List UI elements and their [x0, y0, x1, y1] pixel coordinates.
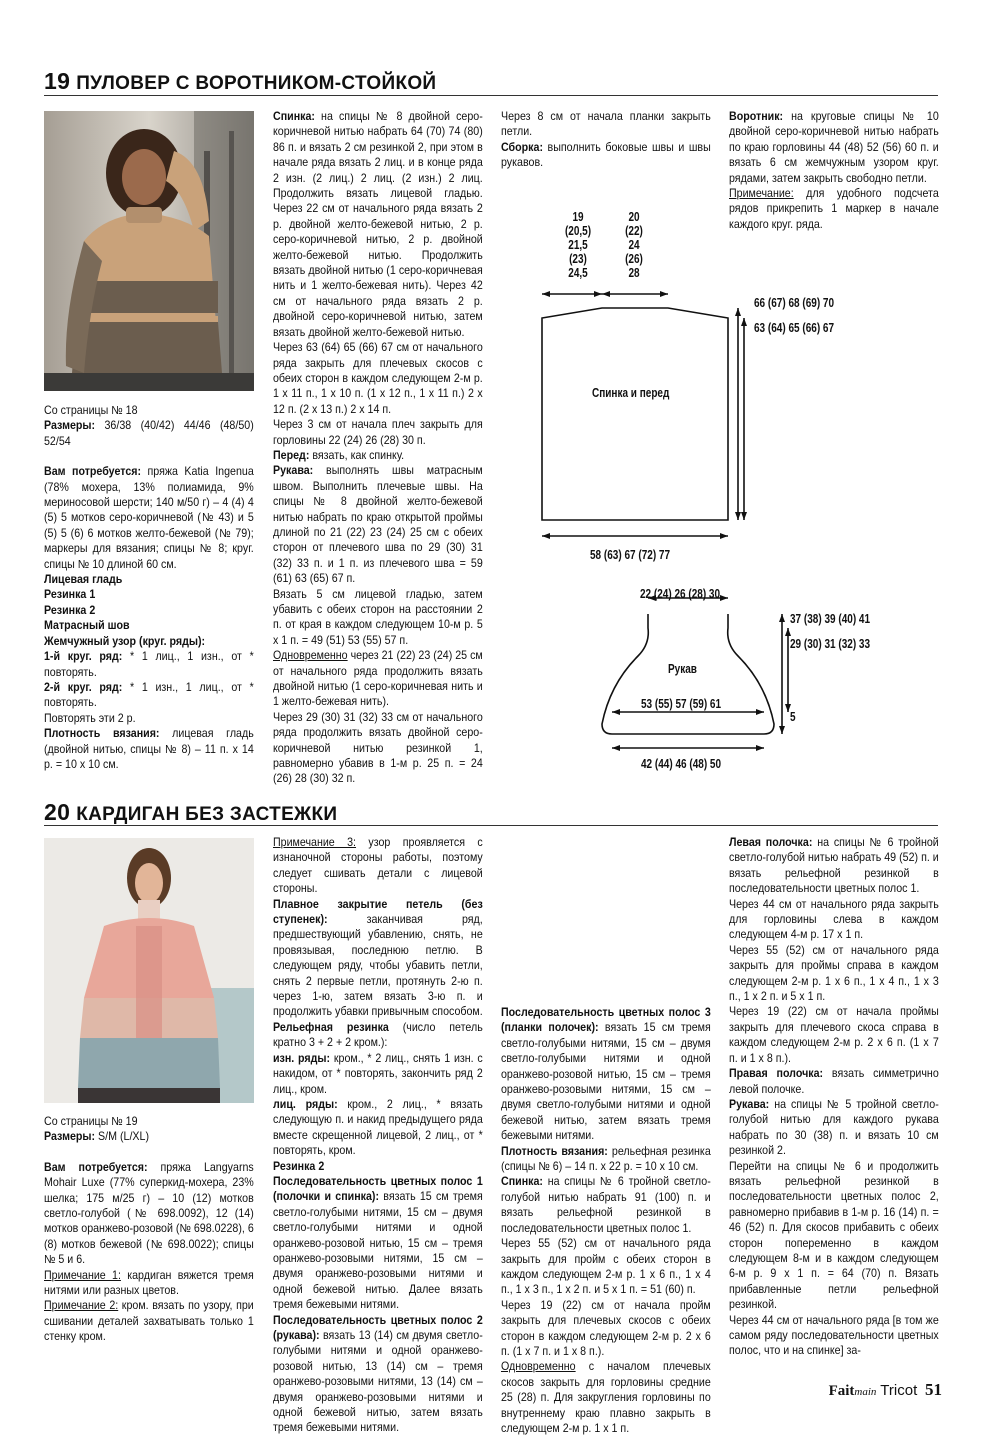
section-19-number: 19: [44, 68, 71, 94]
cardigan-left-front-neck: Через 44 см от начального ряда закрыть для горловины слева в каждом следующем 4-м р. 17 х 1 п.: [729, 897, 939, 942]
section-19-col-2: [273, 109, 483, 787]
pullover-photo: [44, 111, 254, 391]
sleeve-bottom-width: 42 (44) 46 (48) 50: [641, 757, 722, 771]
pattern-rib-1: Резинка 1: [44, 588, 96, 602]
cardigan-smooth-bindoff: Плавное закрытие петель (без ступенек): заканчивая ряд, предшествующий убавлению, снять, не провязывая, последнюю петлю. В следующем ряду, чтобы убавить петли, снять 2 первые петли, протянуть 2-ю п. через 1-ю, затем вязать 3-ю п. и продолжить убавки привычным способом.: [273, 897, 483, 1019]
cardigan-left-front-armhole: Через 55 (52) см от начального ряда закрыть для проймы справа в каждом следующем 2-м р. 1 х 6 п., 1 х 4 п., 1 х 3 п., 1 х 2 п. и 5 х 1 п.: [729, 943, 939, 1004]
page-footer: [829, 1380, 942, 1400]
footer-brand-tail: Tricot: [876, 1382, 918, 1399]
sleeve-label: Рукав: [668, 662, 697, 676]
section-20-col-2: [273, 835, 483, 1436]
cardigan-gauge: Плотность вязания: рельефная резинка (спицы № 6) – 14 п. х 22 р. = 10 х 10 см.: [501, 1144, 711, 1174]
cardigan-photo: [44, 838, 254, 1103]
pattern-seed-stitch: Жемчужный узор (круг. ряды):: [44, 634, 206, 648]
cardigan-note-3: Примечание 3: узор проявляется с изнаночной стороны работы, поэтому следует сшивать детали с лицевой стороны.: [273, 836, 483, 896]
cardigan-sleeves-continue: Через 44 см от начального ряда [в том же самом ряду последовательности цветных полос, что и на спинке] за-: [729, 1313, 939, 1358]
footer-brand-small: main: [854, 1386, 877, 1398]
pullover-shoulders: Через 63 (64) 65 (66) 67 см от начального ряда закрыть для плечевых скосов с обеих сторон в каждом следующем 2-м р. 1 х 11 п., 1 х 10 п. (1 х 12 п., 1 х 11 п.) 2 х 12 п. (2 х 13 п.) 2 х 14 п.: [273, 341, 483, 416]
sleeve-cuff-height: 5: [790, 710, 796, 724]
cardigan-source: Со страницы № 19: [44, 1115, 138, 1128]
cardigan-knit-rows: лиц. ряды: кром., 2 лиц., * вязать следующую п. и накид предыдущего ряда вместе скрещенной лицевой, 2 лиц., от * повторять, кром.: [273, 1097, 483, 1158]
pattern-mattress-seam: Матрасный шов: [44, 619, 130, 633]
cardigan-note-1: Примечание 1: кардиган вяжется тремя нитями или разных цветов.: [44, 1268, 254, 1298]
cardigan-rib-2: Резинка 2: [273, 1159, 325, 1173]
section-20-col-4: [729, 835, 939, 1359]
section-19-heading: [44, 68, 436, 95]
cardigan-sizes: Размеры: S/M (L/XL): [44, 1130, 150, 1144]
cardigan-sleeves: Рукава: на спицы № 5 тройной светло-голубой нитью для каждого рукава набрать по 30 (38) п. и вязать 10 см резинкой 2.: [729, 1097, 939, 1158]
section-19-col-3-top: [501, 109, 711, 171]
section-20-number: 20: [44, 799, 71, 825]
pattern-stockinette: Лицевая гладь: [44, 573, 123, 587]
cardigan-back: Спинка: на спицы № 6 тройной светло-голубой нитью набрать 91 (100) п. и вязать рельефной резинкой в последовательности цветных полос 1.: [501, 1175, 711, 1235]
section-19-title: ПУЛОВЕР С ВОРОТНИКОМ-СТОЙКОЙ: [76, 73, 437, 94]
section-20-col-3: [501, 1005, 711, 1436]
cardigan-left-front-shoulder: Через 19 (22) см от начала проймы закрыть для плечевого скоса справа в каждом следующем 2-м р. 2 х 6 п. (1 х 7 п. и 1 х 8 п.).: [729, 1005, 939, 1065]
pullover-back: Спинка: на спицы № 8 двойной серо-коричневой нитью набрать 64 (70) 74 (80) 86 п. и вязать 2 см резинкой 2, при этом в начале ряда вязать 2 лиц. и в конце ряда 2 изн. (2 лиц.) 2 лиц. (2 изн.) 2 лиц. Продолжить вязать лицевой гладью. Через 22 см от начального ряда вязать 2 р. двойной желто-бежевой нитью, 2 р. серо-коричневой нитью, 2 р. двойной желто-бежевой нитью. Продолжить вязать двойной нитью (1 серо-коричневая нить и 1 желто-бежевая нить). Через 42 см от начального ряда вязать 2 р. двойной серо-коричневой нитью, затем вязать двойной желто-бежевой нитью.: [273, 110, 483, 339]
pullover-sleeves-bindoff: Через 8 см от начала планки закрыть петли.: [501, 110, 711, 139]
pullover-sizes: Размеры: 36/38 (40/42) 44/46 (48/50) 52/54: [44, 419, 254, 448]
sleeve-mid-width: 53 (55) 57 (59) 61: [641, 697, 722, 711]
pullover-sleeves-cuff: Через 29 (30) 31 (32) 33 см от начального ряда продолжить вязать двойной серо-коричневой нитью резинкой 1, равномерно убавив в 1-м р. 25 п. = 24 (26) 28 (30) 32 п.: [273, 710, 483, 786]
pullover-source: Со страницы № 18: [44, 404, 138, 417]
body-height-outer: 66 (67) 68 (69) 70: [754, 296, 835, 310]
section-19-rule: [44, 95, 938, 96]
cardigan-relief-rib: Рельефная резинка (число петель кратно 3 + 2 + 2 кром.):: [273, 1020, 483, 1050]
pattern-rib-2: Резинка 2: [44, 603, 96, 617]
cardigan-stripes-3: Последовательность цветных полос 3 (планки полочек): вязать 15 см тремя светло-голубыми нитями, 15 см – двумя светло-голубыми нитями и одной оранжево-розовой нитью, 15 см – тремя оранжево-розовыми нитями, 15 см – двумя светло-голубыми нитями и одной бежевой нитью, затем вязать тремя бежевыми нитями.: [501, 1006, 711, 1143]
pullover-schematic: [520, 200, 940, 780]
cardigan-right-front: Правая полочка: вязать симметрично левой полочке.: [729, 1067, 939, 1096]
cardigan-back-neck: Одновременно с началом плечевых скосов закрыть для горловины средние 25 (28) п. Для закругления горловины по внутреннему краю плавно закрыть в следующем 2-м р. 1 х 1 п.: [501, 1360, 711, 1435]
pullover-sleeves-simultaneously: Одновременно через 21 (22) 23 (24) 25 см от начального ряда продолжить вязать двойной нитью (1 серо-коричневая нить и 1 желто-бежевая нить).: [273, 649, 483, 709]
pullover-front: Перед: вязать, как спинку.: [273, 448, 405, 462]
pullover-assembly: Сборка: выполнить боковые швы и швы рукавов.: [501, 140, 711, 170]
body-label: Спинка и перед: [592, 386, 670, 400]
section-20-rule: [44, 825, 938, 826]
sleeve-height-1: 37 (38) 39 (40) 41: [790, 612, 871, 626]
cardigan-note-2: Примечание 2: кром. вязать по узору, при сшивании деталей захватывать только 1 стенку кром.: [44, 1299, 254, 1344]
pullover-gauge: Плотность вязания: лицевая гладь (двойной нитью, спицы № 8) – 11 п. х 14 р. = 10 х 10 см.: [44, 727, 254, 771]
cardigan-purl-rows: изн. ряды: кром., * 2 лиц., снять 1 изн. с накидом, от * повторять, закончить ряд 2 лиц., кром.: [273, 1051, 483, 1096]
body-width: 58 (63) 67 (72) 77: [590, 548, 671, 562]
body-height-inner: 63 (64) 65 (66) 67: [754, 321, 835, 335]
cardigan-sleeves-increase: Перейти на спицы № 6 и продолжить вязать рельефной резинкой в последовательности цветных полос 2, равномерно прибавив в 1-м р. 16 (14) п. = 46 (52) п. Для скосов прибавить с обеих сторон попеременно в каждом следующем 8-м и в каждом следующем 6-м р. 9 х 1 п. = 64 (70) п. Вязать прибавленные петли рельефной резинкой.: [729, 1159, 939, 1312]
seed-row-2: 2-й круг. ряд: * 1 изн., 1 лиц., от * повторять.: [44, 680, 254, 710]
cardigan-materials: Вам потребуется: пряжа Langyarns Mohair Luxe (77% суперкид-мохера, 23% шелка; 175 м/25 г) – 10 (12) мотков светло-голубой (№ 698.0092), 12 (14) мотков оранжево-розовой (№ 698.0228), 6 (8) мотков бежевой (№ 698.0022); спицы № 5 и 6.: [44, 1160, 254, 1267]
section-20-heading: [44, 799, 337, 826]
section-20-title: КАРДИГАН БЕЗ ЗАСТЕЖКИ: [76, 804, 338, 825]
section-19-col-1: [44, 403, 254, 772]
cardigan-back-armholes: Через 55 (52) см от начального ряда закрыть для пройм с обеих сторон в каждом следующем 2-м р. 1 х 6 п., 1 х 4 п., 1 х 3 п., 1 х 2 п. и 5 х 1 п. = 51 (60) п.: [501, 1237, 711, 1297]
neck-right-dims: 20 (22) 24 (26) 28: [625, 210, 643, 280]
seed-repeat: Повторять эти 2 р.: [44, 711, 136, 725]
neck-left-dims: 19 (20,5) 21,5 (23) 24,5: [564, 210, 592, 280]
footer-brand: Fait: [828, 1383, 855, 1399]
pullover-materials: Вам потребуется: пряжа Katia Ingenua (78% мохера, 13% полиамида, 9% мериносовой шерсти; 140 м/50 г) – 4 (4) 4 (5) 5 мотков серо-коричневой (№ 43) и 5 (5) 5 (6) 6 мотков желто-бежевой (№ 79); маркеры для вязания; спицы № 8; круг. спицы № 10 длиной 60 см.: [44, 465, 254, 571]
seed-row-1: 1-й круг. ряд: * 1 лиц., 1 изн., от * повторять.: [44, 650, 254, 679]
section-20-col-1: [44, 1114, 254, 1345]
sleeve-top-width: 22 (24) 26 (28) 30: [640, 587, 721, 601]
cardigan-left-front: Левая полочка: на спицы № 6 тройной светло-голубой нитью набрать 49 (52) п. и вязать рельефной резинкой в последовательности цветных полос 1.: [729, 836, 939, 896]
pullover-collar: Воротник: на круговые спицы № 10 двойной серо-коричневой нитью набрать по краю горловины 44 (48) 52 (56) 60 п. и вязать 6 см жемчужным узором круг. рядами, затем закрыть свободно петли.: [729, 110, 939, 185]
pullover-neckline: Через 3 см от начала плеч закрыть для горловины 22 (24) 26 (28) 30 п.: [273, 418, 483, 447]
cardigan-stripes-2: Последовательность цветных полос 2 (рукава): вязать 13 (14) см двумя светло-голубыми нитями и одной оранжево-розовой нитью, 13 (14) см – тремя оранжево-розовыми нитями, 13 (14) см – двумя оранжево-розовыми нитями и одной бежевой нитью, затем вязать тремя бежевыми нитями.: [273, 1313, 483, 1435]
pullover-sleeves-decrease: Вязать 5 см лицевой гладью, затем убавить с обеих сторон на расстоянии 2 п. от края в каждом следующем 10-м р. 5 х 1 п. = 49 (51) 53 (55) 57 п.: [273, 587, 483, 647]
page-number: 51: [925, 1380, 942, 1399]
cardigan-stripes-1: Последовательность цветных полос 1 (полочки и спинка): вязать 15 см тремя светло-голубыми нитями, 15 см – двумя светло-голубыми нитями и одной оранжево-розовой нитью, 15 см – тремя оранжево-розовыми нитями, 15 см – двумя оранжево-розовыми нитями и одной бежевой нитью. Далее вязать тремя бежевыми нитями.: [273, 1174, 483, 1312]
sleeve-height-2: 29 (30) 31 (32) 33: [790, 637, 871, 651]
cardigan-back-shoulders: Через 19 (22) см от начала пройм закрыть для плечевых скосов с обеих сторон в каждом следующем 2-м р. 2 х 6 п. (1 х 7 п. и 1 х 8 п.).: [501, 1298, 711, 1358]
pullover-sleeves: Рукава: выполнять швы матрасным швом. Выполнить плечевые швы. На спицы № 8 двойной желто-бежевой нитью набрать по краю открытой проймы длиной по 21 (22) 23 (24) 25 см с обеих сторон от плечевого шва по 29 (30) 31 (32) 33 п. и 1 п. из плечевого шва = 59 (61) 63 (65) 67 п.: [273, 464, 483, 586]
pullover-note: Примечание: для удобного подсчета рядов прикрепить 1 маркер в начале каждого круг. ряда.: [729, 187, 939, 231]
